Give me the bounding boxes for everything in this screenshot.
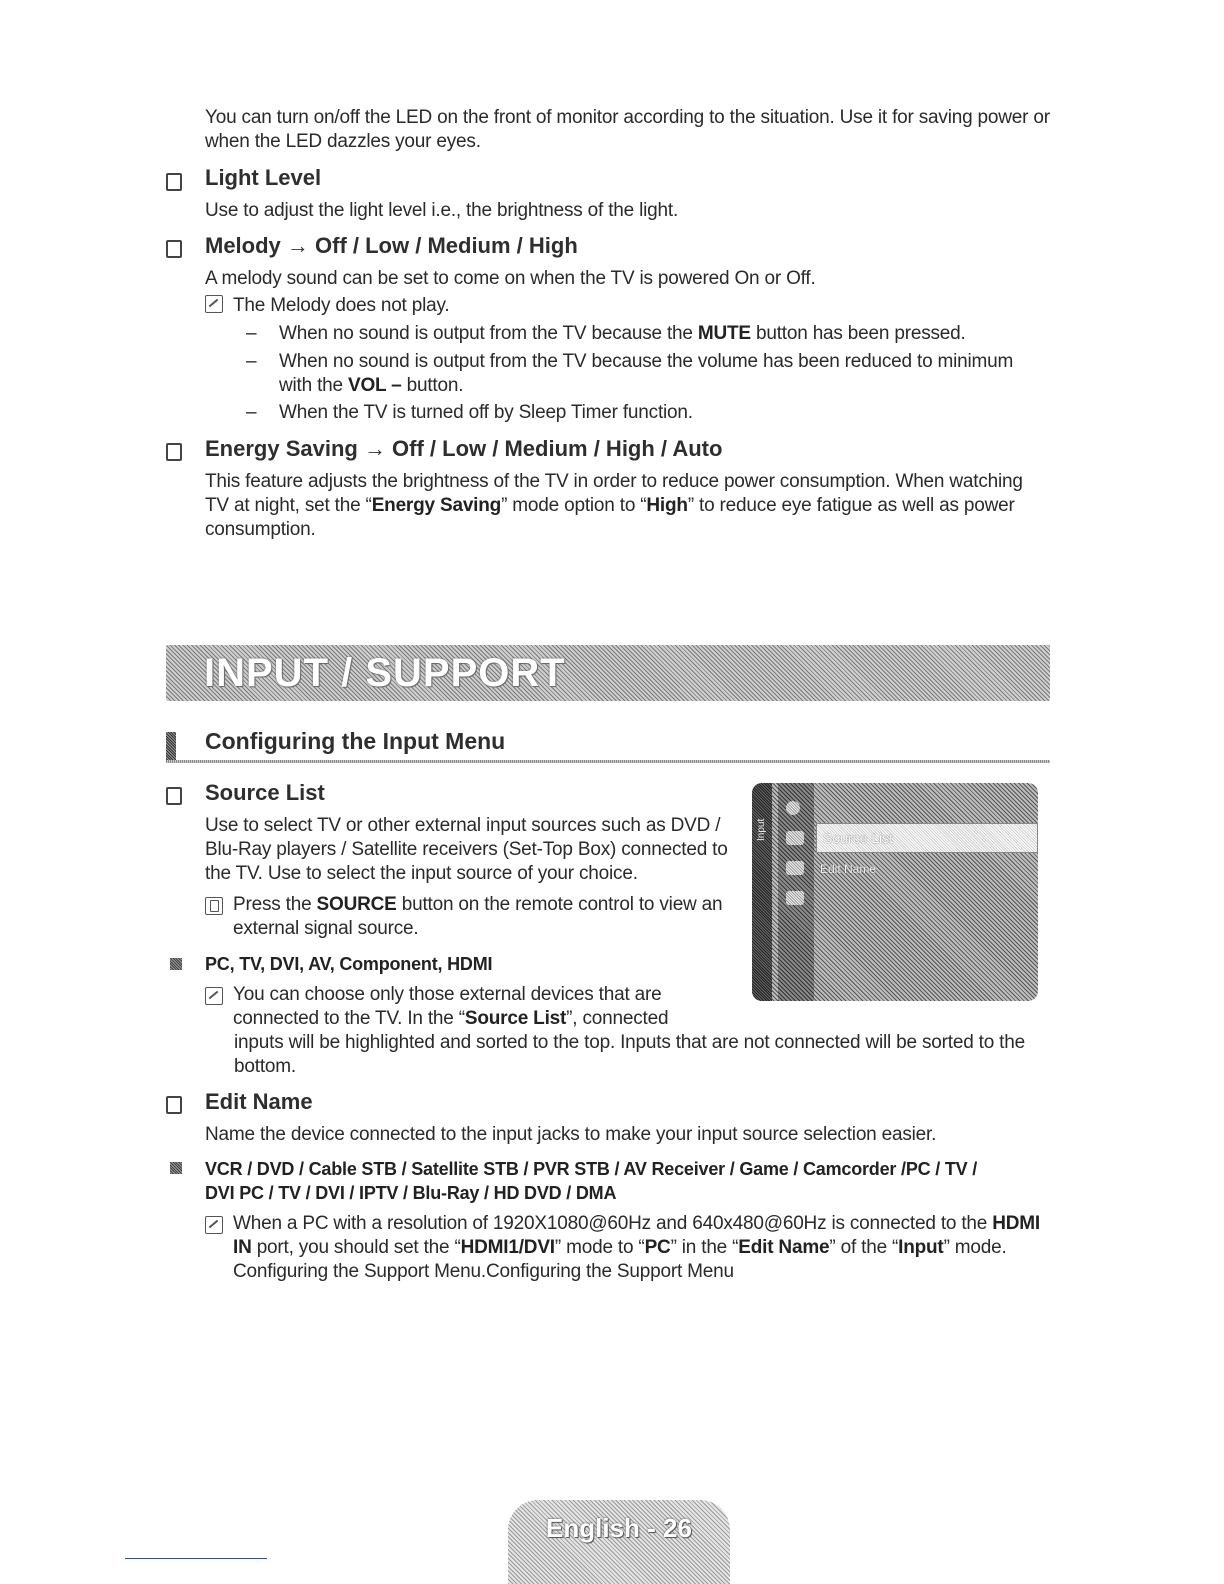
input-tab-label: Input [756,818,767,842]
picture-icon [786,801,800,815]
edit-note-mid4: ” of the “ [829,1237,899,1258]
energy-checkbox-icon [166,443,182,461]
source-list-heading: Source List [205,780,325,805]
energy-text-mid: ” mode option to “ [501,495,647,516]
device-types-line-2: DVI PC / TV / DVI / IPTV / Blu-Ray / HD DVD / DMA [205,1183,617,1203]
dash-icon: – [246,351,257,372]
sub-bullet-square-icon [170,1162,182,1174]
source-list-note [205,893,740,941]
edit-note-mid2: ” mode to “ [554,1237,645,1258]
melody-checkbox-icon [166,240,182,258]
edit-name-heading: Edit Name [205,1089,313,1114]
vol-label: VOL – [347,375,402,396]
edit-name-checkbox-icon [166,1096,182,1114]
mute-label: MUTE [697,323,751,344]
menu-item-source-list-label: Source List [823,830,894,846]
section-marker-icon [166,732,176,762]
input-support-banner [166,645,1050,701]
dash-icon: – [246,323,257,344]
bullet2-text: When no sound is output from the TV because the volume has been reduced to minimum with the [279,351,1014,396]
source-note-text [233,893,740,941]
edit-name-term: Edit Name [738,1237,830,1258]
light-level-checkbox-icon [166,173,182,191]
source-list-term: Source List [464,1008,567,1029]
footer-rule [125,1558,267,1559]
melody-note-text: The Melody does not play. [233,295,450,316]
note-icon [205,1216,223,1234]
edit-name-description: Name the device connected to the input jacks to make your input source selection easier. [205,1124,937,1145]
light-level-description: Use to adjust the light level i.e., the brightness of the light. [205,200,679,221]
source-note-pre: Press the [233,894,317,915]
device-types-line-1: VCR / DVD / Cable STB / Satellite STB / PVR STB / AV Receiver / Game / Camcorder /PC / TV / [205,1159,978,1179]
input-note-post: ”, connected [566,1008,669,1029]
hdmi-in-term: HDMI IN [233,1213,1040,1258]
energy-text-end: ” to reduce eye fatigue as well as power consumption. [205,495,1015,540]
note-icon [205,295,223,313]
note-icon [205,987,223,1005]
banner-title: INPUT / SUPPORT [204,651,566,695]
intro-paragraph: You can turn on/off the LED on the front of monitor according to the situation. Use it for saving power or when the LED dazzles your eyes. [205,107,1050,152]
page-number: English - 26 [546,1513,692,1543]
menu-item-source-list[interactable] [816,823,1038,853]
page-number-tab [508,1500,730,1584]
bullet2-text-end: button. [401,375,464,396]
dash-icon: – [246,402,257,423]
melody-bullet-3: When the TV is turned off by Sleep Timer function. [279,402,693,423]
input-note-text [233,983,675,1031]
section-divider [166,760,1050,763]
edit-note-mid3: ” in the “ [670,1237,739,1258]
source-list-description: Use to select TV or other external input sources such as DVD / Blu-Ray players / Satellite receivers (Set-Top Box) connected to the TV. Use to select the input source of your choice. [205,815,728,884]
melody-heading: Melody → Off / Low / Medium / High [205,233,578,258]
edit-note-pre: When a PC with a resolution of 1920X1080@60Hz and 640x480@60Hz is connected to the [233,1213,993,1234]
melody-bullet-1 [279,322,1039,346]
menu-item-edit-name[interactable]: Edit Name [820,862,877,876]
hdmi1-dvi-term: HDMI1/DVI [460,1237,555,1258]
source-list-checkbox-icon [166,787,182,805]
melody-note [205,294,1050,318]
energy-text: This feature adjusts the brightness of the TV in order to reduce power consumption. When watching TV at night, set the “ [205,471,1023,516]
pc-term: PC [644,1237,671,1258]
input-note-pre: You can choose only those external devices that are connected to the TV. In the “ [233,984,662,1029]
energy-saving-term: Energy Saving [371,495,502,516]
remote-icon [205,897,223,915]
edit-note-mid1: port, you should set the “ [251,1237,461,1258]
screen-side-tab [752,783,772,1001]
source-button-label: SOURCE [316,894,397,915]
channel-icon [786,861,804,875]
high-term: High [646,495,688,516]
energy-saving-description [205,470,1050,542]
source-note-post: button on the remote control to view an external signal source. [233,894,723,939]
light-level-heading: Light Level [205,165,322,190]
input-types-heading: PC, TV, DVI, AV, Component, HDMI [205,954,493,974]
section-title: Configuring the Input Menu [205,728,506,754]
bullet1-text: When no sound is output from the TV because the [279,323,698,344]
bullet1-text-end: button has been pressed. [750,323,966,344]
edit-note-text [233,1212,1050,1284]
sound-icon [786,831,804,845]
energy-saving-heading: Energy Saving → Off / Low / Medium / High / Auto [205,436,723,461]
input-types-note [205,983,675,1031]
screen-icon-column [778,783,814,1001]
edit-note-post: ” mode. Configuring the Support Menu.Configuring the Support Menu [233,1237,1007,1282]
melody-bullet-2 [279,350,1039,398]
tv-menu-screenshot [752,783,1038,1001]
input-term: Input [898,1237,944,1258]
setup-icon [786,891,804,905]
melody-description: A melody sound can be set to come on when the TV is powered On or Off. [205,268,816,289]
edit-name-note [205,1212,1050,1284]
input-types-note-cont: inputs will be highlighted and sorted to the top. Inputs that are not connected will be sorted to the bottom. [234,1032,1025,1077]
sub-bullet-square-icon [170,958,182,970]
